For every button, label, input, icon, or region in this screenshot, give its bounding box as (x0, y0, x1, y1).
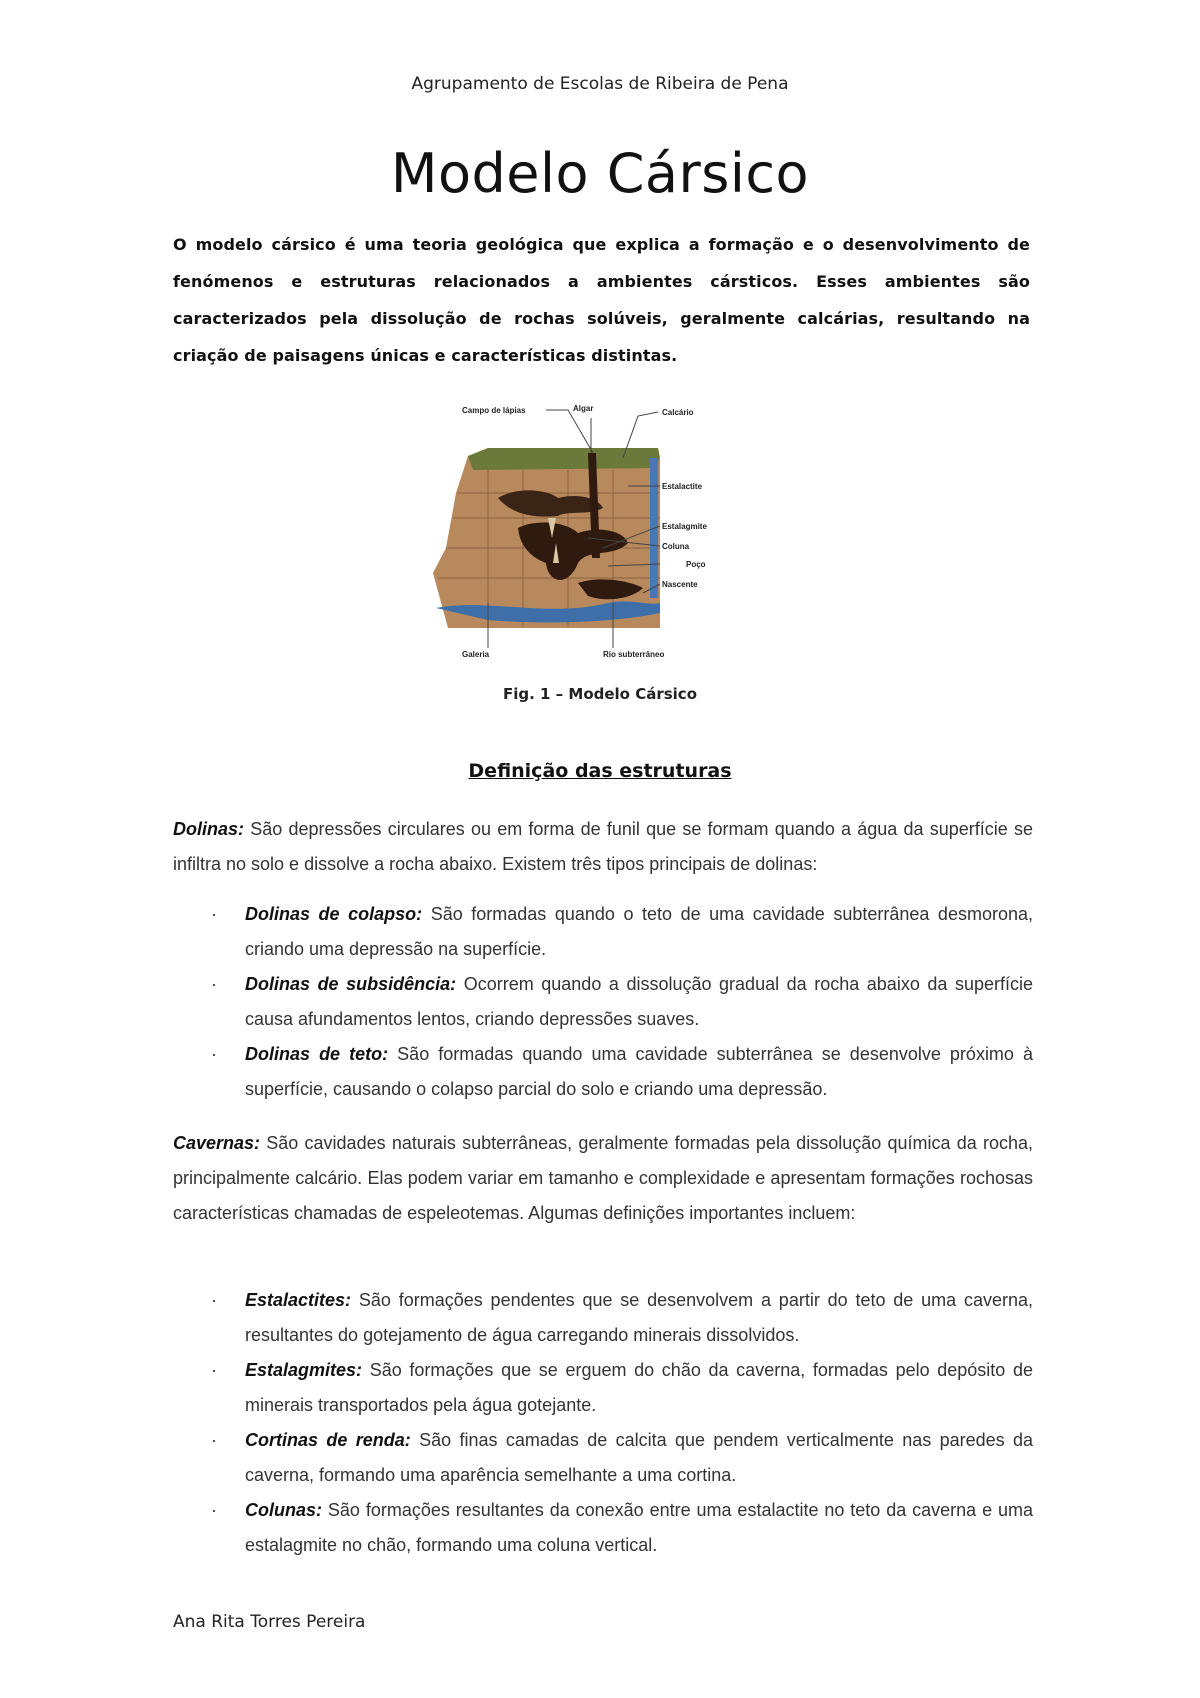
cavernas-paragraph (173, 1126, 1033, 1231)
label-poco: Poço (686, 560, 706, 569)
list-item (173, 897, 1033, 967)
label-algar: Algar (573, 404, 594, 413)
dolinas-subsidencia-term: Dolinas de subsidência: (245, 974, 457, 994)
page-header: Agrupamento de Escolas de Ribeira de Pena (411, 74, 789, 94)
list-item (173, 1493, 1033, 1563)
estalagmites-term: Estalagmites: (245, 1360, 363, 1380)
bullet-symbol: · (211, 1290, 217, 1310)
dolinas-colapso-term: Dolinas de colapso: (245, 904, 423, 924)
list-item (173, 1423, 1033, 1493)
bullet-symbol: · (211, 904, 217, 924)
cavernas-text: São cavidades naturais subterrâneas, geralmente formadas pela dissolução química da rocha, principalmente calcário. Elas podem variar em tamanho e complexidade e apresentam formações rochosas características chamadas de espeleotemas. Algumas definições importantes incluem: (173, 1133, 1033, 1223)
label-estalagmite: Estalagmite (662, 522, 707, 531)
bullet-symbol: · (211, 1430, 217, 1450)
cortinas-term: Cortinas de renda: (245, 1430, 411, 1450)
dolinas-teto-term: Dolinas de teto: (245, 1044, 389, 1064)
list-item (173, 1037, 1033, 1107)
cavernas-list (173, 1283, 1033, 1563)
label-coluna: Coluna (662, 542, 690, 551)
label-estalactite: Estalactite (662, 482, 703, 491)
dolinas-colapso-text: São formadas quando o teto de uma cavidade subterrânea desmorona, criando uma depressão na superfície. (245, 904, 1033, 959)
label-campo-de-lapias: Campo de lápias (462, 406, 526, 415)
estalagmites-text: São formações que se erguem do chão da caverna, formadas pelo depósito de minerais transportados pela água gotejante. (245, 1360, 1033, 1415)
bullet-symbol: · (211, 1360, 217, 1380)
colunas-term: Colunas: (245, 1500, 323, 1520)
bullet-symbol: · (211, 1500, 217, 1520)
figure-caption: Fig. 1 – Modelo Cársico (502, 685, 698, 703)
intro-paragraph: O modelo cársico é uma teoria geológica que explica a formação e o desenvolvimento de fenómenos e estruturas relacionados a ambientes cársticos. Esses ambientes são caracterizados pela dissolução de rochas solúveis, geralmente calcárias, resultando na criação de paisagens únicas e características distintas. (173, 235, 1030, 365)
dolinas-term: Dolinas: (173, 819, 245, 839)
dolinas-list (173, 897, 1033, 1107)
colunas-text: São formações resultantes da conexão entre uma estalactite no teto da caverna e uma estalagmite no chão, formando uma coluna vertical. (245, 1500, 1033, 1555)
section-title: Definição das estruturas (468, 760, 732, 782)
label-calcario: Calcário (662, 408, 694, 417)
dolinas-paragraph (173, 812, 1033, 882)
page-title: Modelo Cársico (390, 142, 810, 205)
karst-model-figure (428, 398, 808, 676)
estalactites-term: Estalactites: (245, 1290, 352, 1310)
dolinas-text: São depressões circulares ou em forma de funil que se formam quando a água da superfície se infiltra no solo e dissolve a rocha abaixo. Existem três tipos principais de dolinas: (173, 819, 1033, 874)
list-item (173, 967, 1033, 1037)
bullet-symbol: · (211, 1044, 217, 1064)
estalactites-text: São formações pendentes que se desenvolvem a partir do teto de uma caverna, resultantes do gotejamento de água carregando minerais dissolvidos. (245, 1290, 1033, 1345)
label-galeria: Galeria (462, 650, 490, 659)
karst-block (433, 448, 660, 628)
cortinas-text: São finas camadas de calcita que pendem verticalmente nas paredes da caverna, formando uma aparência semelhante a uma cortina. (245, 1430, 1034, 1485)
list-item (173, 1283, 1033, 1353)
cavernas-term: Cavernas: (173, 1133, 261, 1153)
bullet-symbol: · (211, 974, 217, 994)
dolinas-teto-text: São formadas quando uma cavidade subterrânea se desenvolve próximo à superfície, causando o colapso parcial do solo e criando uma depressão. (245, 1044, 1034, 1099)
label-nascente: Nascente (662, 580, 698, 589)
dolinas-subsidencia-text: Ocorrem quando a dissolução gradual da rocha abaixo da superfície causa afundamentos lentos, criando depressões suaves. (245, 974, 1033, 1029)
label-rio-subterraneo: Rio subterrâneo (603, 650, 665, 659)
page-footer-author: Ana Rita Torres Pereira (173, 1612, 366, 1632)
list-item (173, 1353, 1033, 1423)
